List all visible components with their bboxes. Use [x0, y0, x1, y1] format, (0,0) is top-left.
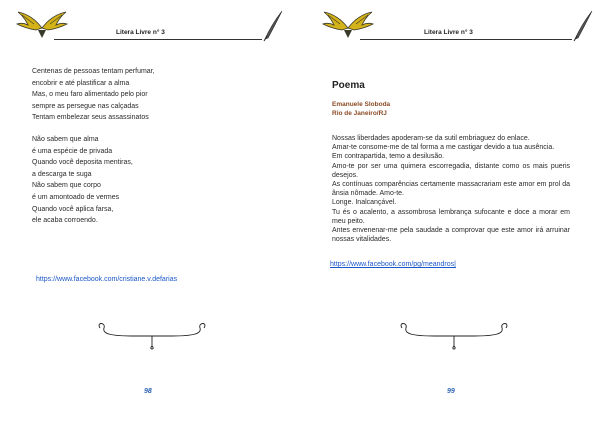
poem-paragraph: Longe. Inalcançável. — [332, 199, 397, 207]
page-number: 99 — [447, 388, 455, 395]
header-title: Litera Livre n° 3 — [116, 29, 165, 36]
header-title: Litera Livre n° 3 — [424, 29, 473, 36]
poem-paragraph: As contínuas comparências certamente massacrariam este amor em prol da ânsia nômade. Amo-te. — [332, 181, 570, 198]
ornament-divider-icon — [394, 320, 514, 360]
poem-paragraph: Em contrapartida, temo a desilusão. — [332, 153, 445, 161]
poem-line: Não sabem que alma — [32, 135, 99, 143]
poem-line: Mas, o meu faro alimentado pelo pior — [32, 91, 148, 99]
poem-stanzas — [32, 66, 272, 227]
poem-line: encobrir e até plastificar a alma — [32, 79, 130, 87]
poem-paragraph: Nossas liberdades apoderam-se da sutil embriaguez do enlace. — [332, 135, 530, 142]
poem-line: é um amontoado de vermes — [32, 193, 120, 201]
right-page — [300, 0, 600, 424]
facebook-link[interactable]: https://www.facebook.com/pg/meandros| — [330, 261, 456, 268]
poem-paragraph: Tu és o acalento, a assombrosa lembrança sufocante e doce a morar em meu peito. — [332, 208, 570, 225]
poem-line: Não sabem que corpo — [32, 182, 101, 190]
poem-line: é uma espécie de privada — [32, 147, 113, 155]
page-number: 98 — [144, 388, 152, 395]
poem-paragraph: Amo-te por ser uma quimera escorregadia, distante como os mais pueris desejos. — [332, 162, 570, 179]
poem-line: Tentam embelezar seus assassinatos — [32, 114, 149, 122]
poem-line: ele acaba corroendo. — [32, 217, 98, 225]
author-place: Rio de Janeiro/RJ — [332, 110, 387, 117]
poem-paragraph: Amar-te consome-me de tal forma a me castigar devido a tua ausência. — [332, 144, 555, 152]
quill-icon — [262, 8, 284, 42]
header-rule — [54, 39, 262, 40]
poem-line: Quando você aplica farsa, — [32, 205, 114, 213]
poem-line: a descarga te suga — [32, 170, 92, 178]
poem-line: Quando você deposita mentiras, — [32, 159, 133, 167]
facebook-link[interactable]: https://www.facebook.com/cristiane.v.defarias — [36, 276, 178, 283]
winged-logo-icon — [14, 6, 70, 40]
winged-logo-icon — [320, 6, 376, 40]
poem-body — [332, 134, 570, 244]
poem-title: Poema — [332, 80, 365, 91]
header-rule — [360, 39, 572, 40]
author-name: Emanuele Sloboda — [332, 101, 391, 108]
poem-paragraph: Antes envenenar-me pela saudade a comprovar que este amor irá arruinar nossas vitalidades. — [332, 227, 570, 244]
ornament-divider-icon — [92, 320, 212, 360]
poem-line: Centenas de pessoas tentam perfumar, — [32, 68, 155, 75]
quill-icon — [572, 8, 594, 42]
poem-line: sempre as persegue nas calçadas — [32, 102, 139, 110]
